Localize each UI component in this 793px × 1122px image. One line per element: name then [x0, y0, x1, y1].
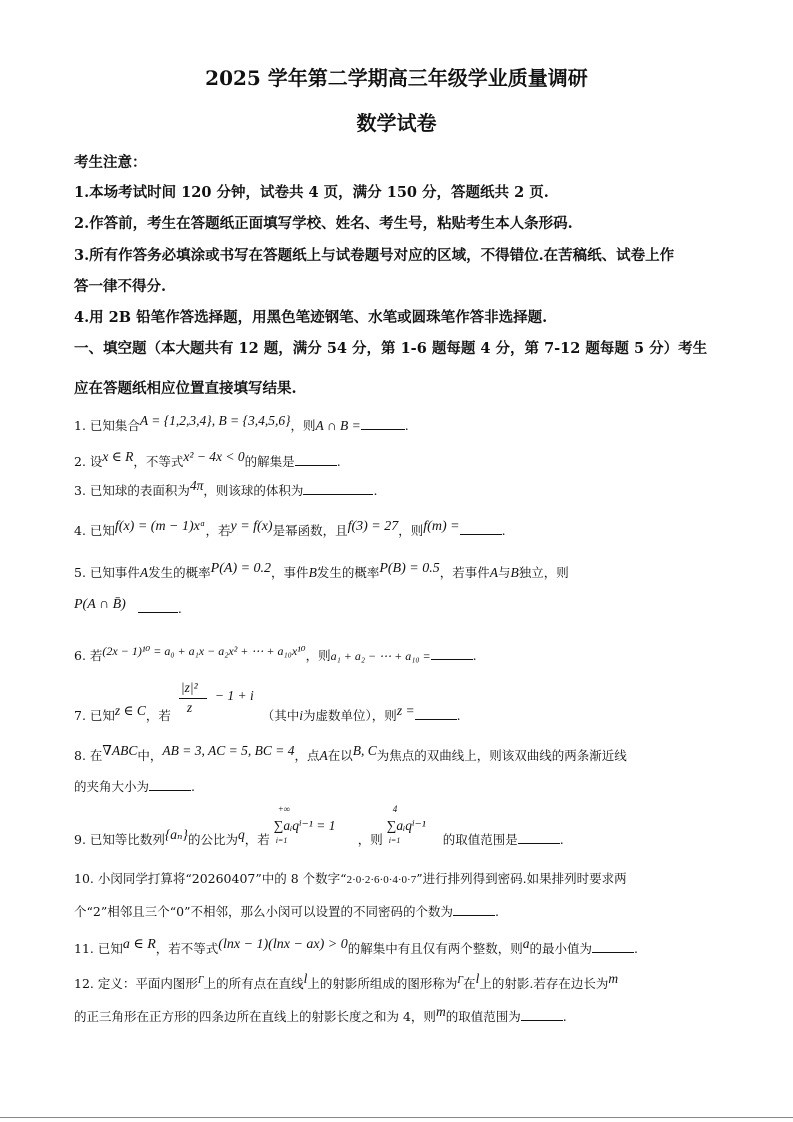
q8-answer-blank[interactable]: [149, 778, 191, 791]
q7-frac-num: |z|²: [180, 680, 198, 695]
q4-text-1: ，若: [205, 523, 231, 538]
q8-math-sides: AB = 3, AC = 5, BC = 4: [162, 743, 295, 758]
q5-event-a2: A: [489, 565, 498, 580]
q2-text: 2. 设: [74, 454, 103, 469]
q12-gamma2: Γ: [457, 975, 464, 986]
q12-text-e: 上的射影.若存在边长为: [479, 976, 609, 991]
q10-text-a: 10. 小闵同学打算将“20260407”中的 8 个数字“: [74, 871, 347, 886]
q5-event-b: B: [308, 565, 317, 580]
q11-text: 11. 已知: [74, 941, 123, 956]
question-8: [74, 743, 627, 764]
q7-text-mid: ，若: [145, 708, 171, 723]
q5-math-pb: P(B) = 0.5: [379, 561, 440, 576]
q11-answer-blank[interactable]: [592, 940, 634, 953]
q9-sum1: [273, 804, 358, 845]
q7-text-1: （其中: [261, 708, 300, 723]
q10-digits: 2·0·2·6·0·4·0·7: [346, 874, 417, 886]
question-1: [74, 413, 409, 434]
q9-end: .: [559, 832, 564, 847]
q9-text-3: ，则: [357, 832, 383, 847]
q7-answer-blank[interactable]: [415, 707, 457, 720]
q1-math-sets: A = {1,2,3,4}, B = {3,4,5,6}: [139, 413, 291, 428]
q6-math-sum: a₁ + a₂ − ⋯ + a₁₀ =: [330, 649, 431, 663]
q4-text-2: 是幂函数，且: [272, 523, 348, 538]
q11-text-3: 的最小值为: [529, 941, 592, 956]
q2-end: .: [336, 454, 341, 469]
q11-text-2: 的解集中有且仅有两个整数，则: [347, 941, 523, 956]
q5-event-a: A: [139, 565, 149, 580]
q7-text-2: 为虚数单位），则: [303, 708, 397, 723]
q7-fraction: [175, 680, 211, 720]
q9-sum2-body: ∑aᵢqⁱ⁻¹: [386, 818, 426, 833]
notice-item-3a: 3.所有作答务必填涂或书写在答题纸上与试卷题号对应的区域，不得错位.在苦稿纸、试卷上作: [74, 247, 675, 264]
q3-text-post: ，则该球的体积为: [203, 483, 304, 498]
q6-text: 6. 若: [74, 648, 103, 663]
q12-text-d: 在: [463, 976, 476, 991]
q1-text-mid: ，则: [290, 418, 316, 433]
q9-sum2-top: 4: [392, 804, 398, 814]
q12-side-m: m: [608, 971, 619, 986]
q1-math-intersection: A ∩ B =: [315, 418, 361, 433]
q10-end: .: [494, 904, 499, 919]
q1-answer-blank[interactable]: [361, 417, 405, 430]
q4-text: 4. 已知: [74, 523, 115, 538]
q2-answer-blank[interactable]: [295, 453, 337, 466]
q8-text-3: 在以: [327, 748, 353, 763]
q5-event-b2: B: [510, 565, 519, 580]
q7-math-target: z =: [396, 703, 415, 718]
question-9: [74, 804, 564, 848]
q9-math-sequence: {aₙ}: [164, 827, 188, 842]
q4-end: .: [501, 523, 506, 538]
q7-text: 7. 已知: [74, 708, 115, 723]
q7-imag-unit: i: [299, 708, 304, 723]
q1-text: 1. 已知集合: [74, 418, 140, 433]
question-12-cont: [74, 1004, 567, 1025]
notice-heading: 考生注意：: [74, 154, 147, 171]
q9-sum1-top: +∞: [277, 804, 291, 814]
q8-math-triangle: ∇ABC: [102, 743, 138, 758]
q8-line2: 的夹角大小为: [74, 779, 150, 794]
q12-line2-b: 的取值范围为: [445, 1009, 521, 1024]
q5-text-5: 与: [497, 565, 511, 580]
q12-answer-blank[interactable]: [521, 1008, 563, 1021]
q2-text-post: 的解集是: [244, 454, 295, 469]
question-10: [74, 869, 627, 887]
q5-text-6: 独立，则: [518, 565, 569, 580]
q1-end: .: [404, 418, 409, 433]
q5-math-pa: P(A) = 0.2: [210, 561, 272, 576]
q3-math-area: 4π: [189, 478, 204, 493]
q9-sum1-body: ∑aᵢqⁱ⁻¹ = 1: [273, 818, 336, 833]
notice-item-3b: 答一律不得分.: [74, 278, 167, 295]
q9-ratio: q: [237, 827, 245, 842]
q8-text-1: 中，: [137, 748, 163, 763]
q12-line2-a: 的正三角形在正方形的四条边所在直线上的射影长度之和为 4，则: [74, 1009, 436, 1024]
question-8-cont: [74, 777, 195, 795]
question-10-cont: [74, 902, 499, 920]
q4-math-target: f(m) =: [423, 519, 460, 534]
question-12: [74, 971, 619, 992]
notice-item-4: 4.用 2B 铅笔作答选择题，用黑色笔迹钢笔、水笔或圆珠笔作答非选择题.: [74, 309, 548, 326]
q11-end: .: [634, 941, 638, 956]
q11-math-domain: a ∈ R: [122, 937, 156, 952]
q5-text-1: 发生的概率: [148, 565, 211, 580]
q6-math-expansion: (2x − 1)¹⁰ = a₀ + a₁x − a₂x² + ⋯ + a₁₀x¹⁰: [102, 644, 306, 658]
q6-answer-blank[interactable]: [431, 647, 473, 660]
section-heading-cont: 应在答题纸相应位置直接填写结果.: [74, 380, 297, 397]
q2-math-domain: x ∈ R: [102, 449, 134, 464]
q7-math-complex: z ∈ C: [114, 703, 146, 718]
q8-end: .: [191, 779, 195, 794]
q9-answer-blank[interactable]: [518, 831, 560, 844]
exam-title: 2025 学年第二学期高三年级学业质量调研: [205, 66, 588, 90]
q9-text-2: ，若: [244, 832, 270, 847]
question-7: [74, 680, 461, 724]
q8-text: 8. 在: [74, 748, 103, 763]
q3-answer-blank[interactable]: [303, 482, 373, 495]
q4-text-3: ，则: [398, 523, 424, 538]
q4-math-function: f(x) = (m − 1)xᵅ: [114, 519, 206, 534]
notice-item-2: 2.作答前，考生在答题纸正面填写学校、姓名、考生号，粘贴考生本人条形码.: [74, 215, 573, 232]
question-11: [74, 936, 638, 958]
q5-math-target: P(A ∩ B̄): [74, 597, 126, 612]
q3-text: 3. 已知球的表面积为: [74, 483, 190, 498]
q11-math-inequality: (lnx − 1)(lnx − ax) > 0: [218, 937, 348, 952]
q8-point-a: A: [319, 748, 328, 763]
question-4: [74, 521, 506, 540]
notice-item-1: 1.本场考试时间 120 分钟，试卷共 4 页，满分 150 分，答题纸共 2 页.: [74, 184, 549, 201]
q7-end: .: [456, 708, 461, 723]
q5-text: 5. 已知事件: [74, 565, 140, 580]
q9-sum1-bot: i=1: [275, 836, 288, 845]
q12-text-c: 上的射影所组成的图形称为: [307, 976, 458, 991]
q12-line-l: l: [303, 971, 308, 986]
question-5-cont: [74, 597, 182, 618]
q9-text-1: 的公比为: [187, 832, 238, 847]
q5-answer-blank[interactable]: [138, 600, 178, 613]
q6-end: .: [472, 648, 477, 663]
q12-end: .: [562, 1009, 567, 1024]
exam-subtitle: 数学试卷: [356, 111, 437, 135]
q10-text-b: ”进行排列得到密码.如果排列时要求两: [416, 871, 627, 886]
q3-end: .: [373, 483, 378, 498]
page-bottom-divider: [0, 1117, 793, 1118]
q5-text-3: 发生的概率: [316, 565, 380, 580]
q12-gamma: Γ: [197, 975, 204, 986]
section-heading: 一、填空题（本大题共有 12 题，满分 54 分，第 1-6 题每题 4 分，第 7-12 题每题 5 分）考生: [74, 340, 708, 357]
q7-frac-bar: [179, 698, 207, 699]
q11-param-a: a: [522, 936, 530, 951]
q5-text-4: ，若事件: [439, 565, 490, 580]
question-2: [74, 449, 341, 470]
question-3: [74, 478, 378, 499]
q8-foci: B, C: [352, 743, 377, 758]
q11-text-1: ，若不等式: [155, 941, 219, 956]
q12-line-l2: l: [475, 971, 480, 986]
question-5: [74, 563, 569, 582]
q12-text-a: 12. 定义：平面内图形: [74, 976, 198, 991]
q7-frac-den: z: [186, 700, 193, 715]
q9-sum2-bot: i=1: [388, 836, 401, 845]
q12-text-b: 上的所有点在直线: [203, 976, 304, 991]
q2-math-inequality: x² − 4x < 0: [183, 449, 245, 464]
q5-end: .: [177, 601, 182, 616]
q8-text-2: ，点: [294, 748, 320, 763]
q5-text-2: ，事件: [271, 565, 309, 580]
q8-text-4: 为焦点的双曲线上，则该双曲线的两条渐近线: [376, 748, 627, 763]
q4-answer-blank[interactable]: [460, 522, 502, 535]
q6-text-mid: ，则: [305, 648, 331, 663]
q9-text-4: 的取值范围是: [442, 832, 518, 847]
q9-sum2: [386, 804, 443, 845]
q10-line2: 个“2”相邻且三个“0”不相邻，那么小闵可以设置的不同密码的个数为: [74, 904, 453, 919]
q7-math-rhs: − 1 + i: [214, 688, 254, 703]
q9-text: 9. 已知等比数列: [74, 832, 165, 847]
q4-math-condition: f(3) = 27: [347, 519, 399, 534]
question-6: [74, 646, 477, 664]
q2-text-mid: ，不等式: [133, 454, 184, 469]
q12-side-m2: m: [435, 1004, 446, 1019]
q4-math-power: y = f(x): [230, 519, 273, 534]
q10-answer-blank[interactable]: [453, 903, 495, 916]
